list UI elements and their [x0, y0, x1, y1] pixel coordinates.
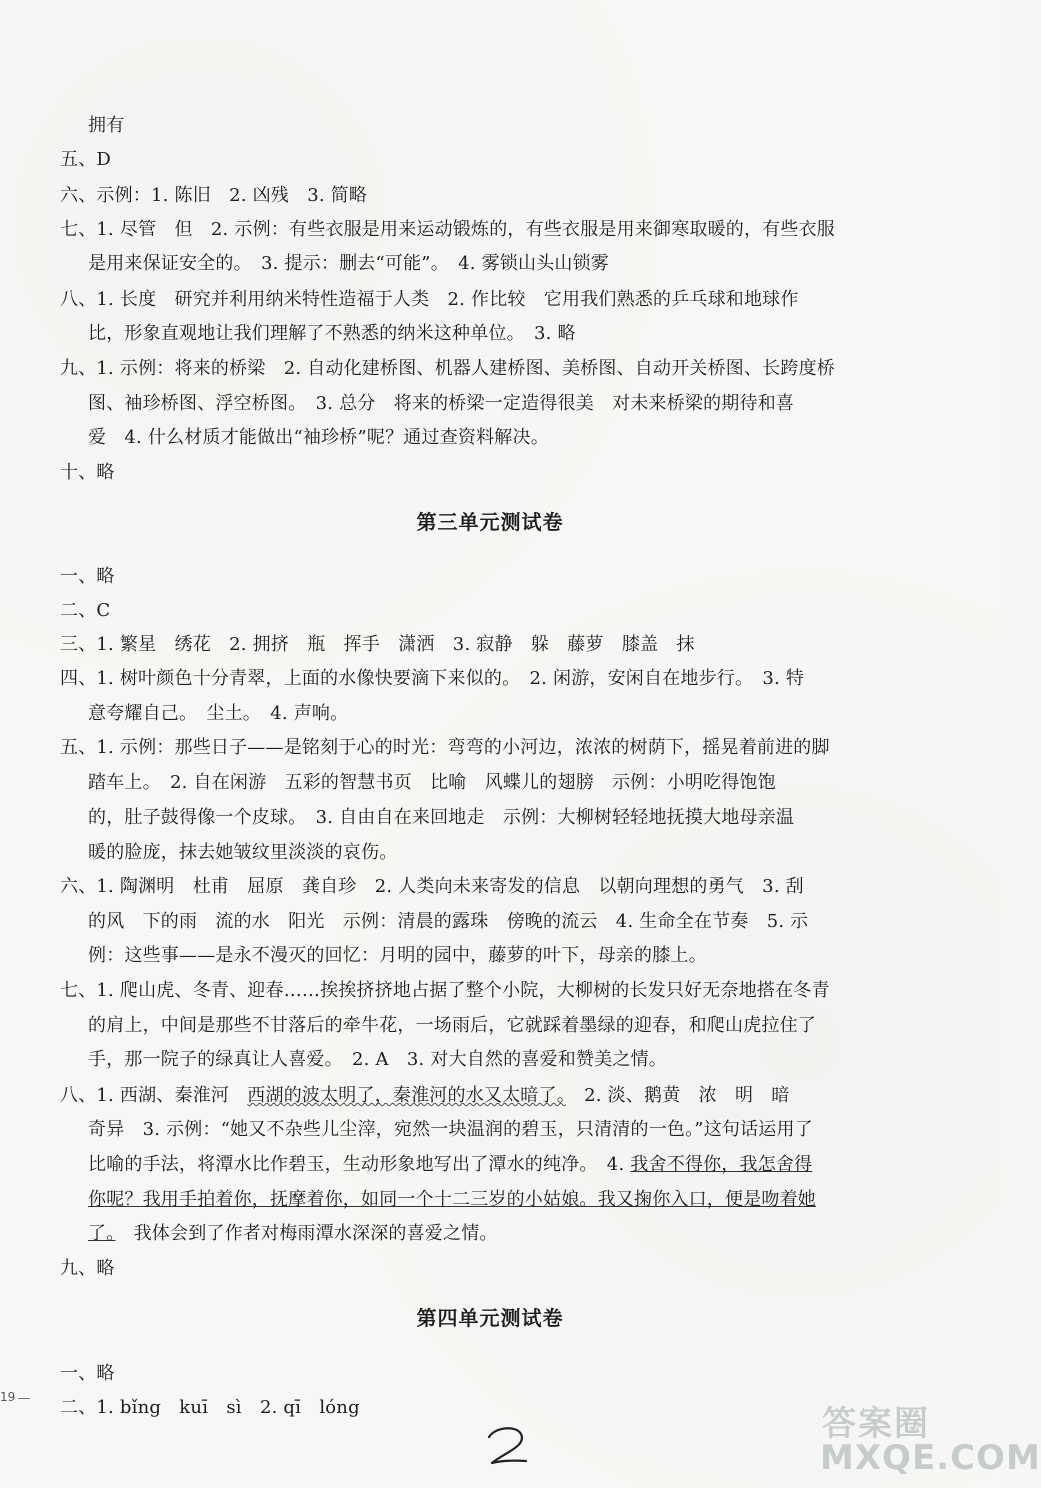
- answer-line: 是用来保证安全的。 3. 提示：删去“可能”。 4. 雾锁山头山锁雾: [88, 253, 609, 274]
- answer-line: 四、1. 树叶颜色十分青翠，上面的水像快要滴下来似的。 2. 闲游，安闲自在地步行。 3. 特: [60, 668, 805, 689]
- answer-text: 2. 淡、鹅黄 浓 明 暗: [565, 1085, 790, 1106]
- answer-line: 的，肚子鼓得像一个皮球。 3. 自由自在来回地走 示例：大柳树轻轻地抚摸大地母亲温: [88, 807, 795, 828]
- answer-line: 意夸耀自己。 尘土。 4. 声响。: [88, 703, 349, 724]
- answer-line: 例：这些事——是永不漫灭的回忆：月明的园中，藤萝的叶下，母亲的膝上。: [88, 945, 707, 966]
- watermark: [812, 1396, 1041, 1482]
- answer-line: 十、略: [60, 462, 115, 483]
- answer-line: 一、略: [60, 1363, 115, 1384]
- answer-line: 踏车上。 2. 自在闲游 五彩的智慧书页 比喻 风蝶儿的翅膀 示例：小明吃得饱饱: [88, 772, 776, 793]
- wavy-underlined-text: 西湖的波太明了，秦淮河的水又太暗了。: [247, 1085, 566, 1106]
- answer-line: 七、1. 爬山虎、冬青、迎春……挨挨挤挤地占据了整个小院，大柳树的长发只好无奈地搭在冬青: [60, 980, 830, 1001]
- answer-line: 六、1. 陶渊明 杜甫 屈原 龚自珍 2. 人类向未来寄发的信息 以朝向理想的勇气 3. 刮: [60, 876, 804, 897]
- answer-line: [88, 1188, 816, 1212]
- answer-text: 八、1. 西湖、秦淮河: [60, 1085, 248, 1106]
- answer-line: [88, 1153, 812, 1177]
- answer-line: 八、1. 长度 研究并利用纳米特性造福于人类 2. 作比较 它用我们熟悉的乒乓球和地球作: [60, 289, 799, 310]
- answer-line: [60, 1084, 790, 1108]
- watermark-line: 答案圈: [822, 1404, 930, 1444]
- answer-line: 拥有: [88, 115, 125, 136]
- answer-line: 比，形象直观地让我们理解了不熟悉的纳米这种单位。 3. 略: [88, 323, 576, 344]
- answer-line: 七、1. 尽管 但 2. 示例：有些衣服是用来运动锻炼的，有些衣服是用来御寒取暖的，有些衣服: [60, 219, 835, 240]
- answer-line: 二、C: [60, 600, 111, 621]
- section-title: 第四单元测试卷: [416, 1306, 564, 1330]
- answer-line: 三、1. 繁星 绣花 2. 拥挤 瓶 挥手 潇洒 3. 寂静 躲 藤萝 膝盖 抹: [60, 634, 695, 655]
- answer-line: 爱 4. 什么材质才能做出“袖珍桥”呢？通过查资料解决。: [88, 427, 549, 448]
- underlined-text: 我舍不得你，我怎舍得: [630, 1154, 813, 1175]
- answer-line: 奇异 3. 示例：“她又不杂些儿尘滓，宛然一块温润的碧玉，只清清的一色。”这句话运用了: [88, 1119, 813, 1140]
- answer-line: 图、袖珍桥图、浮空桥图。 3. 总分 将来的桥梁一定造得很美 对未来桥梁的期待和喜: [88, 393, 795, 414]
- answer-line: 的肩上，中间是那些不甘落后的牵牛花，一场雨后，它就踩着墨绿的迎春，和爬山虎拉住了: [88, 1015, 816, 1036]
- page-number: 19: [0, 1390, 16, 1404]
- answer-line: 五、1. 示例：那些日子——是铭刻于心的时光：弯弯的小河边，浓浓的树荫下，摇晃着前进的脚: [60, 737, 830, 758]
- answer-line: 六、示例：1. 陈旧 2. 凶残 3. 简略: [60, 185, 368, 206]
- handwritten-mark: [482, 1422, 534, 1470]
- answer-line: 九、1. 示例：将来的桥梁 2. 自动化建桥图、机器人建桥图、美桥图、自动开关桥图、长跨度桥: [60, 358, 835, 379]
- answer-line: 的风 下的雨 流的水 阳光 示例：清晨的露珠 傍晚的流云 4. 生命全在节奏 5. 示: [88, 911, 809, 932]
- answer-line: 五、D: [60, 149, 112, 170]
- answer-text: 我体会到了作者对梅雨潭水深深的喜爱之情。: [115, 1223, 498, 1244]
- answer-line: 二、1. bǐng kuī sì 2. qī lóng: [60, 1397, 360, 1418]
- underlined-text: 了。: [88, 1223, 116, 1244]
- answer-line: 九、略: [60, 1258, 115, 1279]
- underlined-text: 你呢？我用手拍着你，抚摩着你，如同一个十二三岁的小姑娘。我又掬你入口，便是吻着她: [88, 1189, 816, 1210]
- answer-line: 暖的脸庞，抹去她皱纹里淡淡的哀伤。: [88, 842, 398, 863]
- answer-line: 一、略: [60, 566, 115, 587]
- watermark-line: MXQE.COM: [820, 1438, 1041, 1478]
- answer-line: 手，那一院子的绿真让人喜爱。 2. A 3. 对大自然的喜爱和赞美之情。: [88, 1049, 667, 1070]
- section-title: 第三单元测试卷: [416, 510, 564, 534]
- answer-line: [88, 1222, 498, 1246]
- answer-text: 比喻的手法，将潭水比作碧玉，生动形象地写出了潭水的纯净。 4.: [88, 1154, 631, 1175]
- page-number-rule: [18, 1398, 30, 1399]
